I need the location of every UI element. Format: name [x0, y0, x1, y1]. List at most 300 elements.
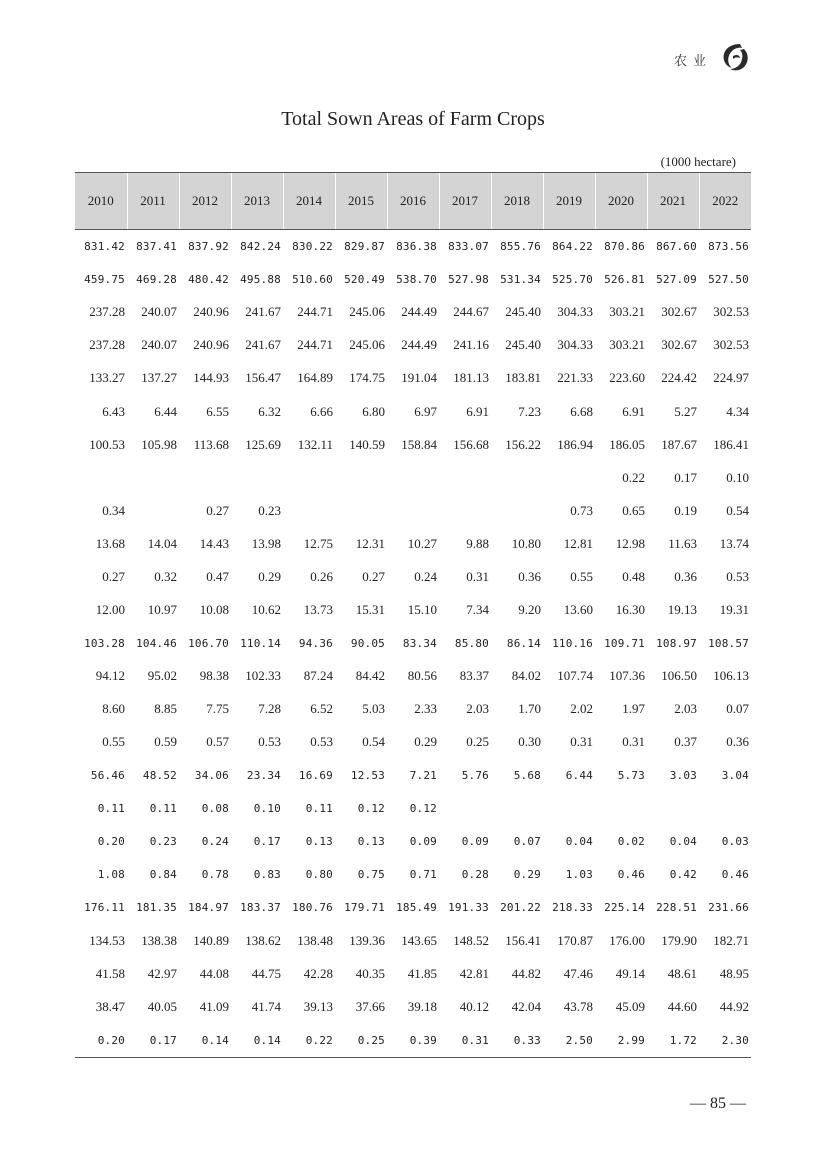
agriculture-logo-icon	[718, 42, 752, 72]
table-cell: 527.98	[448, 272, 489, 286]
table-row	[75, 660, 751, 693]
table-cell: 0.08	[201, 802, 229, 816]
table-cell: 0.54	[362, 734, 385, 750]
table-cell: 132.11	[297, 436, 333, 452]
table-cell: 183.81	[505, 370, 541, 386]
table-cell: 0.11	[305, 802, 333, 816]
table-cell: 495.88	[240, 272, 281, 286]
table-cell: 98.38	[199, 668, 229, 684]
table-cell: 10.97	[147, 602, 177, 618]
table-cell: 244.49	[401, 337, 437, 353]
year-header-2017: 2017	[439, 173, 491, 230]
table-cell: 0.36	[518, 568, 541, 584]
table-cell: 0.27	[362, 568, 385, 584]
table-cell: 106.13	[713, 668, 749, 684]
table-cell: 107.36	[609, 668, 645, 684]
table-row	[75, 594, 751, 627]
table-cell: 108.57	[708, 636, 749, 650]
table-cell: 0.04	[669, 835, 697, 849]
year-header-2010: 2010	[75, 173, 127, 230]
table-cell: 39.13	[303, 999, 333, 1015]
table-cell: 5.73	[617, 769, 645, 783]
table-cell: 0.13	[305, 835, 333, 849]
table-cell: 0.65	[622, 502, 645, 518]
table-cell: 0.09	[409, 835, 437, 849]
table-cell: 12.53	[350, 769, 385, 783]
table-cell: 0.13	[357, 835, 385, 849]
table-cell: 0.31	[622, 734, 645, 750]
year-header-2020: 2020	[595, 173, 647, 230]
table-cell: 244.67	[453, 304, 489, 320]
table-row	[75, 461, 751, 494]
table-cell: 870.86	[604, 239, 645, 253]
table-cell: 0.27	[102, 568, 125, 584]
table-row	[75, 494, 751, 527]
table-cell	[283, 461, 335, 494]
table-cell: 0.17	[674, 469, 697, 485]
table-cell: 240.96	[193, 304, 229, 320]
table-cell	[491, 461, 543, 494]
table-cell: 180.76	[292, 901, 333, 915]
table-cell: 0.07	[513, 835, 541, 849]
table-cell: 245.06	[349, 304, 385, 320]
table-cell: 16.69	[298, 769, 333, 783]
table-cell: 224.97	[713, 370, 749, 386]
table-cell: 187.67	[661, 436, 697, 452]
table-cell: 14.43	[199, 535, 229, 551]
table-cell: 181.13	[453, 370, 489, 386]
table-cell: 40.12	[459, 999, 489, 1015]
table-cell: 0.83	[253, 868, 281, 882]
table-cell: 0.53	[726, 568, 749, 584]
table-cell: 0.31	[461, 1033, 489, 1047]
table-cell: 0.10	[253, 802, 281, 816]
table-cell: 2.03	[674, 701, 697, 717]
table-cell: 39.18	[407, 999, 437, 1015]
page-number: — 85 —	[690, 1095, 746, 1112]
table-cell: 110.16	[552, 636, 593, 650]
table-row	[75, 428, 751, 461]
table-cell: 42.28	[303, 966, 333, 982]
table-cell	[335, 494, 387, 527]
table-cell: 0.48	[622, 568, 645, 584]
table-cell: 0.53	[258, 734, 281, 750]
table-cell: 90.05	[350, 636, 385, 650]
table-cell: 836.38	[396, 239, 437, 253]
table-cell: 525.70	[552, 272, 593, 286]
table-cell: 13.68	[95, 535, 125, 551]
table-cell: 0.73	[570, 502, 593, 518]
table-cell: 0.47	[206, 568, 229, 584]
table-cell: 102.33	[245, 668, 281, 684]
table-cell: 138.38	[141, 933, 177, 949]
table-row	[75, 693, 751, 726]
table-cell: 0.10	[726, 469, 749, 485]
table-cell	[75, 461, 127, 494]
table-cell: 49.14	[615, 966, 645, 982]
table-cell: 0.24	[201, 835, 229, 849]
table-cell: 13.73	[303, 602, 333, 618]
table-cell: 231.66	[708, 901, 749, 915]
table-row	[75, 527, 751, 560]
table-cell: 2.30	[721, 1033, 749, 1047]
table-cell: 0.31	[466, 568, 489, 584]
table-cell: 0.28	[461, 868, 489, 882]
table-cell: 19.13	[667, 602, 697, 618]
table-cell: 3.03	[669, 769, 697, 783]
table-cell: 179.90	[661, 933, 697, 949]
table-cell: 240.96	[193, 337, 229, 353]
table-cell: 12.81	[563, 535, 593, 551]
table-cell: 0.33	[513, 1033, 541, 1047]
table-cell: 0.14	[253, 1033, 281, 1047]
year-header-2012: 2012	[179, 173, 231, 230]
table-cell: 158.84	[401, 436, 437, 452]
table-cell: 527.50	[708, 272, 749, 286]
table-row	[75, 726, 751, 759]
table-cell: 6.80	[362, 403, 385, 419]
table-cell: 138.48	[297, 933, 333, 949]
table-cell: 0.23	[258, 502, 281, 518]
table-cell: 139.36	[349, 933, 385, 949]
table-cell: 245.06	[349, 337, 385, 353]
table-cell: 0.19	[674, 502, 697, 518]
table-cell: 0.04	[565, 835, 593, 849]
table-cell: 2.50	[565, 1033, 593, 1047]
table-cell: 108.97	[656, 636, 697, 650]
table-cell: 109.71	[604, 636, 645, 650]
table-cell: 0.14	[201, 1033, 229, 1047]
table-cell: 855.76	[500, 239, 541, 253]
table-row	[75, 759, 751, 792]
table-cell: 95.02	[147, 668, 177, 684]
table-cell: 1.72	[669, 1033, 697, 1047]
table-cell	[439, 792, 491, 825]
table-cell: 837.92	[188, 239, 229, 253]
table-row	[75, 560, 751, 593]
table-row	[75, 924, 751, 957]
table-cell: 7.28	[258, 701, 281, 717]
table-cell: 156.22	[505, 436, 541, 452]
table-cell: 7.21	[409, 769, 437, 783]
table-cell: 6.44	[154, 403, 177, 419]
table-cell	[699, 792, 751, 825]
table-cell: 0.02	[617, 835, 645, 849]
table-cell: 34.06	[194, 769, 229, 783]
table-cell: 0.29	[513, 868, 541, 882]
table-row	[75, 329, 751, 362]
table-cell: 241.67	[245, 337, 281, 353]
table-cell: 0.12	[357, 802, 385, 816]
table-cell: 0.30	[518, 734, 541, 750]
table-cell: 223.60	[609, 370, 645, 386]
table-cell: 5.03	[362, 701, 385, 717]
table-cell: 1.97	[622, 701, 645, 717]
table-cell: 829.87	[344, 239, 385, 253]
table-cell: 19.31	[719, 602, 749, 618]
table-cell: 842.24	[240, 239, 281, 253]
table-cell: 40.35	[355, 966, 385, 982]
table-cell: 144.93	[193, 370, 229, 386]
table-cell: 837.41	[136, 239, 177, 253]
table-cell: 56.46	[90, 769, 125, 783]
table-cell: 303.21	[609, 337, 645, 353]
table-cell: 105.98	[141, 436, 177, 452]
table-cell: 186.41	[713, 436, 749, 452]
table-cell: 1.03	[565, 868, 593, 882]
table-cell: 16.30	[615, 602, 645, 618]
table-cell: 13.60	[563, 602, 593, 618]
table-cell: 224.42	[661, 370, 697, 386]
table-row	[75, 891, 751, 924]
table-cell: 0.36	[726, 734, 749, 750]
table-cell: 0.07	[726, 701, 749, 717]
table-cell: 201.22	[500, 901, 541, 915]
section-title: 农业	[674, 54, 713, 69]
table-cell: 218.33	[552, 901, 593, 915]
table-cell: 302.53	[713, 337, 749, 353]
table-cell: 0.75	[357, 868, 385, 882]
table-cell: 13.98	[251, 535, 281, 551]
table-cell	[335, 461, 387, 494]
table-cell: 0.55	[570, 568, 593, 584]
table-cell: 8.85	[154, 701, 177, 717]
table-cell: 44.75	[251, 966, 281, 982]
table-cell: 469.28	[136, 272, 177, 286]
table-cell: 184.97	[188, 901, 229, 915]
table-cell: 41.85	[407, 966, 437, 982]
table-cell: 179.71	[344, 901, 385, 915]
table-cell: 9.88	[466, 535, 489, 551]
table-cell: 3.04	[721, 769, 749, 783]
table-cell: 864.22	[552, 239, 593, 253]
table-cell: 106.50	[661, 668, 697, 684]
table-cell: 0.32	[154, 568, 177, 584]
table-body	[75, 230, 751, 1057]
table-cell: 2.33	[414, 701, 437, 717]
table-cell: 182.71	[713, 933, 749, 949]
table-cell: 183.37	[240, 901, 281, 915]
table-cell: 830.22	[292, 239, 333, 253]
table-row	[75, 296, 751, 329]
table-cell: 40.05	[147, 999, 177, 1015]
table-cell: 10.80	[511, 535, 541, 551]
table-cell: 459.75	[84, 272, 125, 286]
table-cell: 0.37	[674, 734, 697, 750]
table-cell: 140.89	[193, 933, 229, 949]
table-row	[75, 858, 751, 891]
table-cell: 48.52	[142, 769, 177, 783]
table-cell: 5.27	[674, 403, 697, 419]
table-cell: 0.24	[414, 568, 437, 584]
table-cell: 1.08	[97, 868, 125, 882]
table-cell: 191.04	[401, 370, 437, 386]
table-cell: 83.34	[402, 636, 437, 650]
table-cell: 0.57	[206, 734, 229, 750]
table-cell	[231, 461, 283, 494]
table-cell: 41.09	[199, 999, 229, 1015]
table-cell: 1.70	[518, 701, 541, 717]
table-cell	[543, 792, 595, 825]
table-cell: 0.80	[305, 868, 333, 882]
table-cell: 0.59	[154, 734, 177, 750]
table-cell: 11.63	[668, 535, 697, 551]
year-header-2014: 2014	[283, 173, 335, 230]
table-cell: 15.31	[355, 602, 385, 618]
table-cell: 107.74	[557, 668, 593, 684]
table-cell: 12.75	[303, 535, 333, 551]
table-cell: 302.67	[661, 304, 697, 320]
table-cell: 44.08	[199, 966, 229, 982]
table-cell: 9.20	[518, 602, 541, 618]
table-cell: 0.17	[253, 835, 281, 849]
table-cell: 7.23	[518, 403, 541, 419]
table-cell: 176.11	[84, 901, 125, 915]
table-cell: 244.71	[297, 337, 333, 353]
table-cell: 186.05	[609, 436, 645, 452]
table-cell: 138.62	[245, 933, 281, 949]
table-cell: 0.20	[97, 835, 125, 849]
table-cell: 10.27	[407, 535, 437, 551]
table-cell: 0.46	[617, 868, 645, 882]
table-cell: 125.69	[245, 436, 281, 452]
table-cell: 0.36	[674, 568, 697, 584]
table-cell: 237.28	[89, 304, 125, 320]
table-cell: 48.61	[667, 966, 697, 982]
table-cell: 245.40	[505, 304, 541, 320]
table-cell: 140.59	[349, 436, 385, 452]
table-cell: 10.08	[199, 602, 229, 618]
table-cell: 538.70	[396, 272, 437, 286]
table-cell: 176.00	[609, 933, 645, 949]
table-cell: 0.55	[102, 734, 125, 750]
table-cell: 241.67	[245, 304, 281, 320]
table-cell: 106.70	[188, 636, 229, 650]
table-row	[75, 958, 751, 991]
table-cell: 6.91	[466, 403, 489, 419]
table-cell: 873.56	[708, 239, 749, 253]
page-header	[662, 42, 762, 76]
table-cell: 6.43	[102, 403, 125, 419]
table-cell: 0.78	[201, 868, 229, 882]
table-cell: 245.40	[505, 337, 541, 353]
table-cell: 45.09	[615, 999, 645, 1015]
table-row	[75, 362, 751, 395]
table-cell: 134.53	[89, 933, 125, 949]
table-cell: 527.09	[656, 272, 697, 286]
year-header-2015: 2015	[335, 173, 387, 230]
table-row	[75, 792, 751, 825]
table-cell: 302.67	[661, 337, 697, 353]
table-cell: 480.42	[188, 272, 229, 286]
table-cell: 304.33	[557, 337, 593, 353]
table-cell: 0.11	[149, 802, 177, 816]
table-cell: 0.22	[622, 469, 645, 485]
table-cell: 0.03	[721, 835, 749, 849]
table-cell: 0.17	[149, 1033, 177, 1047]
table-cell	[283, 494, 335, 527]
table-row	[75, 991, 751, 1024]
table-cell: 104.46	[136, 636, 177, 650]
table-cell: 44.82	[511, 966, 541, 982]
table-cell: 43.78	[563, 999, 593, 1015]
table-cell: 225.14	[604, 901, 645, 915]
table-cell: 6.52	[310, 701, 333, 717]
table-cell	[439, 461, 491, 494]
year-header-2019: 2019	[543, 173, 595, 230]
table-row	[75, 1024, 751, 1057]
table-cell: 42.81	[459, 966, 489, 982]
year-header-2021: 2021	[647, 173, 699, 230]
table-bottom-rule	[75, 1057, 751, 1058]
table-cell: 0.23	[149, 835, 177, 849]
table-cell: 87.24	[303, 668, 333, 684]
table-cell: 0.31	[570, 734, 593, 750]
table-cell: 44.92	[719, 999, 749, 1015]
table-cell: 80.56	[407, 668, 437, 684]
table-row	[75, 627, 751, 660]
table-cell: 6.32	[258, 403, 281, 419]
table-cell: 0.71	[409, 868, 437, 882]
table-cell	[595, 792, 647, 825]
table-cell: 156.47	[245, 370, 281, 386]
table-cell: 12.98	[615, 535, 645, 551]
table-cell: 14.04	[147, 535, 177, 551]
table-cell: 303.21	[609, 304, 645, 320]
table-cell: 0.29	[414, 734, 437, 750]
table-cell: 12.31	[355, 535, 385, 551]
table-cell: 41.58	[95, 966, 125, 982]
table-cell: 240.07	[141, 304, 177, 320]
table-row	[75, 230, 751, 263]
table-cell: 148.52	[453, 933, 489, 949]
table-row	[75, 395, 751, 428]
table-row	[75, 263, 751, 296]
table-cell	[647, 792, 699, 825]
table-cell: 0.84	[149, 868, 177, 882]
table-cell: 0.25	[357, 1033, 385, 1047]
table-cell: 113.68	[193, 436, 229, 452]
table-cell: 156.41	[505, 933, 541, 949]
table-cell: 520.49	[344, 272, 385, 286]
table-cell: 185.49	[396, 901, 437, 915]
table-cell: 41.74	[251, 999, 281, 1015]
table-cell: 5.68	[513, 769, 541, 783]
table-cell	[127, 461, 179, 494]
table-cell	[387, 461, 439, 494]
table-cell: 48.95	[719, 966, 749, 982]
year-header-2016: 2016	[387, 173, 439, 230]
year-header-2022: 2022	[699, 173, 751, 230]
table-title: Total Sown Areas of Farm Crops	[281, 108, 545, 130]
table-cell: 2.02	[570, 701, 593, 717]
sown-area-table	[75, 172, 751, 1057]
table-cell: 240.07	[141, 337, 177, 353]
table-cell: 0.22	[305, 1033, 333, 1047]
table-cell	[387, 494, 439, 527]
table-row	[75, 825, 751, 858]
table-cell: 244.49	[401, 304, 437, 320]
table-cell	[543, 461, 595, 494]
table-cell: 110.14	[240, 636, 281, 650]
year-header-2011: 2011	[127, 173, 179, 230]
table-cell: 94.12	[95, 668, 125, 684]
table-cell: 0.26	[310, 568, 333, 584]
table-cell: 302.53	[713, 304, 749, 320]
table-cell: 85.80	[454, 636, 489, 650]
table-cell: 137.27	[141, 370, 177, 386]
table-cell	[491, 792, 543, 825]
